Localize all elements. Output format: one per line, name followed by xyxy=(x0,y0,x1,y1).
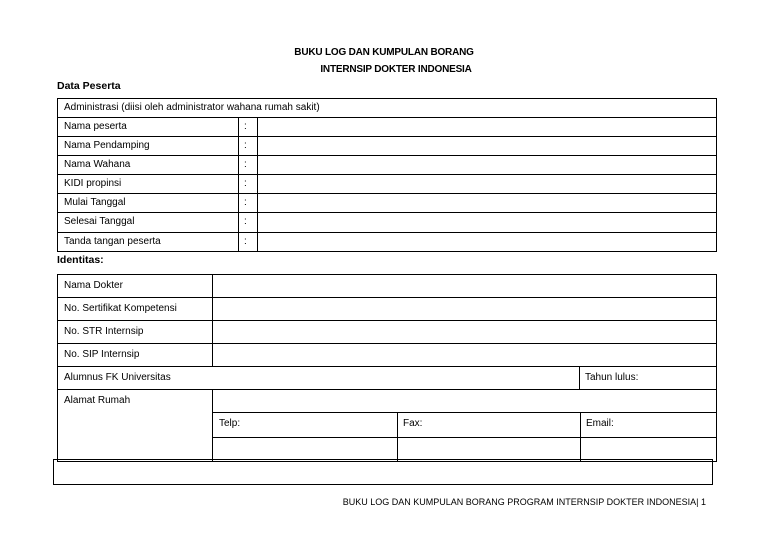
column-divider xyxy=(212,389,213,462)
row-label-kidi-propinsi: KIDI propinsi xyxy=(64,178,122,189)
row-label-nama-peserta: Nama peserta xyxy=(64,121,127,132)
row-label-nama-pendamping: Nama Pendamping xyxy=(64,140,150,151)
section-heading-data-peserta: Data Peserta xyxy=(57,80,121,92)
row-separator: : xyxy=(244,159,247,170)
table-divider xyxy=(212,437,717,438)
section-heading-identitas: Identitas: xyxy=(57,254,104,266)
column-divider xyxy=(257,117,258,252)
row-label-fax: Fax: xyxy=(403,418,423,429)
document-title-line1: BUKU LOG DAN KUMPULAN BORANG xyxy=(294,47,474,58)
table-divider xyxy=(212,412,717,413)
page-footer: BUKU LOG DAN KUMPULAN BORANG PROGRAM INTERNSIP DOKTER INDONESIA| 1 xyxy=(342,497,706,507)
table-divider xyxy=(57,155,717,156)
column-divider xyxy=(212,274,213,366)
row-separator: : xyxy=(244,140,247,151)
row-label-alumnus: Alumnus FK Universitas xyxy=(64,372,171,383)
row-label-tanda-tangan: Tanda tangan peserta xyxy=(64,236,161,247)
empty-box xyxy=(53,459,713,485)
row-separator: : xyxy=(244,197,247,208)
table-divider xyxy=(57,212,717,213)
table-divider xyxy=(57,193,717,194)
row-label-nama-dokter: Nama Dokter xyxy=(64,280,123,291)
data-peserta-table xyxy=(57,98,717,252)
row-label-str: No. STR Internsip xyxy=(64,326,144,337)
column-divider xyxy=(580,412,581,462)
table-divider xyxy=(57,343,717,344)
table-divider xyxy=(57,117,717,118)
row-label-telp: Telp: xyxy=(219,418,241,429)
document-title-line2: INTERNSIP DOKTER INDONESIA xyxy=(320,64,472,75)
column-divider xyxy=(397,412,398,462)
table-divider xyxy=(57,366,717,367)
column-divider xyxy=(238,117,239,252)
row-label-mulai-tanggal: Mulai Tanggal xyxy=(64,197,126,208)
row-separator: : xyxy=(244,236,247,247)
row-label-sip: No. SIP Internsip xyxy=(64,349,140,360)
table-divider xyxy=(57,297,717,298)
row-separator: : xyxy=(244,178,247,189)
row-label-sertifikat: No. Sertifikat Kompetensi xyxy=(64,303,177,314)
row-label-email: Email: xyxy=(586,418,614,429)
administrasi-header: Administrasi (diisi oleh administrator wahana rumah sakit) xyxy=(64,102,320,113)
table-divider xyxy=(57,174,717,175)
row-label-nama-wahana: Nama Wahana xyxy=(64,159,131,170)
row-separator: : xyxy=(244,216,247,227)
table-divider xyxy=(57,320,717,321)
row-label-tahun-lulus: Tahun lulus: xyxy=(585,372,639,383)
table-divider xyxy=(57,136,717,137)
table-divider xyxy=(57,389,717,390)
row-label-selesai-tanggal: Selesai Tanggal xyxy=(64,216,135,227)
row-label-alamat: Alamat Rumah xyxy=(64,395,131,406)
table-divider xyxy=(57,232,717,233)
row-separator: : xyxy=(244,121,247,132)
column-divider xyxy=(579,366,580,389)
